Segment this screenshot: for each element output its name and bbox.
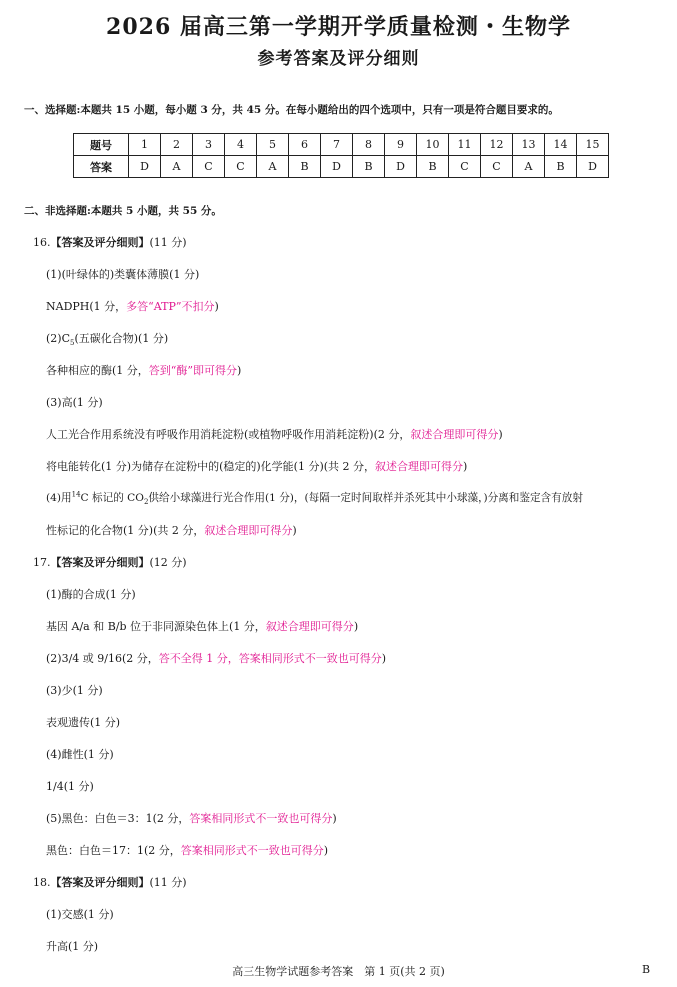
answer-table — [73, 133, 609, 178]
answer-cell: D — [321, 156, 353, 178]
answer-table-answer-row — [74, 156, 609, 178]
answer-cell: D — [385, 156, 417, 178]
answer-cell: D — [577, 156, 609, 178]
question-number-cell: 7 — [321, 134, 353, 156]
q16-heading: 【答案及评分细则】 — [50, 236, 150, 249]
q18-number: 18. — [33, 876, 51, 889]
paren-close: ) — [237, 364, 242, 377]
q17-line-1: (1)酶的合成(1 分) — [46, 588, 136, 601]
q16-line-8 — [46, 490, 583, 506]
answer-text: 黑色：白色＝17：1(2 分， — [46, 844, 181, 857]
grading-note: 叙述合理即可得分 — [265, 620, 354, 633]
question-number-cell: 14 — [545, 134, 577, 156]
page-footer: 高三生物学试题参考答案 第 1 页(共 2 页) — [232, 965, 445, 978]
q17-line-9 — [46, 842, 328, 858]
q18-line-1: (1)交感(1 分) — [46, 908, 114, 921]
question-number-cell: 10 — [417, 134, 449, 156]
grading-note: 答到“酶”即可得分 — [148, 364, 238, 377]
answer-text: 基因 A/a 和 B/b 位于非同源染色体上(1 分， — [46, 620, 266, 633]
q17-heading: 【答案及评分细则】 — [50, 556, 150, 569]
q16-number: 16. — [33, 236, 51, 249]
q16-header — [33, 234, 187, 250]
grading-note: 答案相同形式不一致也可得分 — [180, 844, 324, 857]
answer-text: NADPH(1 分， — [46, 300, 127, 313]
answer-text: (五碳化合物)(1 分) — [74, 332, 169, 345]
subscript: 2 — [143, 498, 149, 507]
answer-text: 将电能转化(1 分)为储存在淀粉中的(稳定的)化学能(1 分)(共 2 分， — [46, 460, 376, 473]
q18-line-2: 升高(1 分) — [46, 940, 99, 953]
question-number-cell: 2 — [161, 134, 193, 156]
section-2-heading: 二、非选择题:本题共 5 小题，共 55 分。 — [24, 205, 222, 217]
answer-table-number-row — [74, 134, 609, 156]
answer-text: 各种相应的酶(1 分， — [46, 364, 149, 377]
question-number-cell: 15 — [577, 134, 609, 156]
answer-cell: B — [417, 156, 449, 178]
q16-line-4 — [46, 362, 241, 378]
q18-header — [33, 874, 187, 890]
q17-score: (12 分) — [149, 556, 187, 569]
answer-cell: A — [513, 156, 545, 178]
question-number-cell: 9 — [385, 134, 417, 156]
question-number-cell: 1 — [129, 134, 161, 156]
question-number-cell: 3 — [193, 134, 225, 156]
question-number-cell: 12 — [481, 134, 513, 156]
paren-close: ) — [214, 300, 219, 313]
answer-cell: A — [257, 156, 289, 178]
q17-number: 17. — [33, 556, 51, 569]
paren-close: ) — [332, 812, 337, 825]
q17-line-6: (4)雌性(1 分) — [46, 748, 114, 761]
page-title: 2026 届高三第一学期开学质量检测・生物学 — [106, 14, 571, 40]
q16-line-2 — [46, 298, 219, 314]
answer-text: 性标记的化合物(1 分)(共 2 分， — [46, 524, 205, 537]
q18-heading: 【答案及评分细则】 — [50, 876, 150, 889]
superscript: 14 — [71, 490, 81, 499]
q18-score: (11 分) — [149, 876, 187, 889]
q16-line-9 — [46, 522, 297, 538]
paren-close: ) — [381, 652, 387, 665]
row-label-number: 题号 — [74, 134, 129, 156]
q16-line-5: (3)高(1 分) — [46, 396, 103, 409]
answer-text: 供给小球藻进行光合作用(1 分)，(每隔一定时间取样并杀死其中小球藻，)分离和鉴定含有放射 — [148, 492, 583, 504]
q17-header — [33, 554, 187, 570]
grading-note: 叙述合理即可得分 — [204, 524, 293, 537]
grading-note: 叙述合理即可得分 — [410, 428, 499, 441]
q16-line-1: (1)(叶绿体的)类囊体薄膜(1 分) — [46, 268, 200, 281]
page-subtitle: 参考答案及评分细则 — [257, 49, 420, 69]
q16-line-3 — [46, 330, 168, 347]
q17-line-2 — [46, 618, 358, 634]
question-number-cell: 8 — [353, 134, 385, 156]
paren-close: ) — [463, 460, 468, 473]
answer-cell: C — [449, 156, 481, 178]
answer-text: 人工光合作用系统没有呼吸作用消耗淀粉(或植物呼吸作用消耗淀粉)(2 分， — [46, 428, 411, 441]
answer-cell: D — [129, 156, 161, 178]
grading-note: 答案相同形式不一致也可得分 — [189, 812, 333, 825]
grading-note: 叙述合理即可得分 — [375, 460, 464, 473]
answer-cell: C — [481, 156, 513, 178]
q17-line-8 — [46, 810, 337, 826]
q16-score: (11 分) — [149, 236, 187, 249]
q17-line-3 — [46, 650, 386, 666]
answer-cell: B — [289, 156, 321, 178]
answer-text: (4)用 — [46, 492, 72, 504]
question-number-cell: 11 — [449, 134, 481, 156]
question-number-cell: 4 — [225, 134, 257, 156]
answer-cell: B — [353, 156, 385, 178]
answer-text: (2)3/4 或 9/16(2 分， — [46, 652, 159, 665]
answer-cell: B — [545, 156, 577, 178]
q16-line-7 — [46, 458, 467, 474]
q16-line-6 — [46, 426, 503, 442]
answer-text: C 标记的 CO — [80, 492, 144, 504]
answer-cell: C — [225, 156, 257, 178]
paper-version: B — [642, 963, 651, 976]
q17-line-4: (3)少(1 分) — [46, 684, 103, 697]
q17-line-5: 表观遗传(1 分) — [46, 716, 121, 729]
row-label-answer: 答案 — [74, 156, 129, 178]
subscript: 5 — [70, 339, 75, 348]
paren-close: ) — [323, 844, 329, 857]
paren-close: ) — [498, 428, 503, 441]
paren-close: ) — [353, 620, 359, 633]
answer-cell: A — [161, 156, 193, 178]
section-1-heading: 一、选择题:本题共 15 小题，每小题 3 分，共 45 分。在每小题给出的四个选项中，只有一项是符合题目要求的。 — [24, 104, 559, 116]
answer-cell: C — [193, 156, 225, 178]
answer-text: (5)黑色：白色＝3：1(2 分， — [46, 812, 190, 825]
question-number-cell: 13 — [513, 134, 545, 156]
question-number-cell: 5 — [257, 134, 289, 156]
answer-text: (2)C — [46, 332, 70, 345]
grading-note: 答不全得 1 分，答案相同形式不一致也可得分 — [158, 652, 382, 665]
question-number-cell: 6 — [289, 134, 321, 156]
q17-line-7: 1/4(1 分) — [46, 780, 94, 793]
grading-note: 多答“ATP”不扣分 — [126, 300, 215, 313]
paren-close: ) — [292, 524, 297, 537]
